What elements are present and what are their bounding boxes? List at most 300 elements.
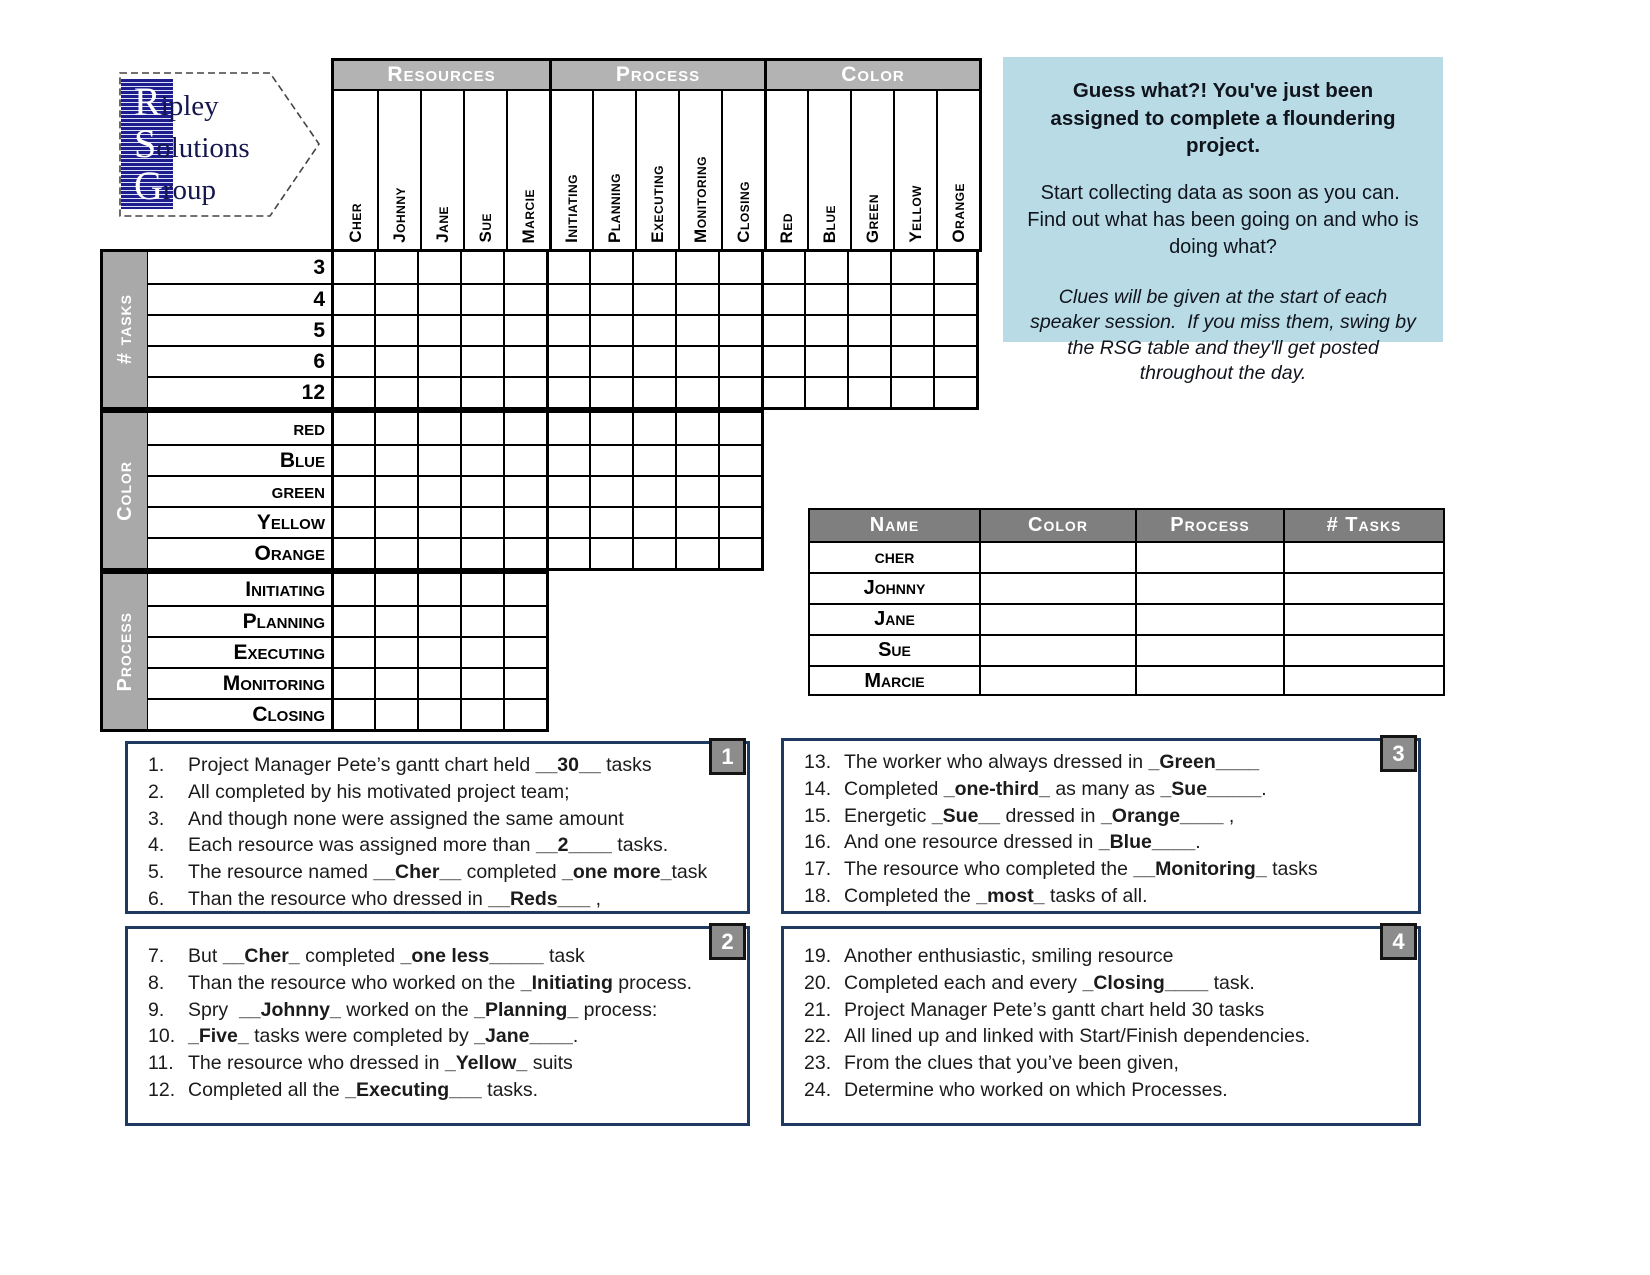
grid-cell-5-blue[interactable]: [804, 314, 847, 345]
grid-cell-closing-johnny[interactable]: [374, 698, 417, 729]
row-label-5: 5: [148, 314, 331, 345]
row-group-tasks: [100, 249, 979, 410]
answer-row-name-cher: cher: [810, 541, 979, 572]
grid-cell-5-orange[interactable]: [933, 314, 976, 345]
clue-text: Completed all the _Executing___ tasks.: [188, 1078, 539, 1101]
logo-line-group: [134, 163, 217, 210]
clue-number: 13.: [804, 751, 832, 773]
grid-cell-4-yellow[interactable]: [890, 283, 933, 314]
grid-cell-4-monitoring[interactable]: [675, 283, 718, 314]
column-header-label: Planning: [604, 172, 624, 243]
grid-cell-red-closing[interactable]: [718, 413, 761, 444]
grid-cell-executing-johnny[interactable]: [374, 636, 417, 667]
grid-cell-6-yellow[interactable]: [890, 345, 933, 376]
grid-cell-yellow-sue[interactable]: [460, 506, 503, 537]
grid-cell-green-marcie[interactable]: [503, 475, 546, 506]
grid-cell-initiating-marcie[interactable]: [503, 574, 546, 605]
grid-cell-4-sue[interactable]: [460, 283, 503, 314]
clue-1: [148, 752, 733, 779]
grid-cell-5-yellow[interactable]: [890, 314, 933, 345]
grid-cell-yellow-cher[interactable]: [331, 506, 374, 537]
clue-number: 7.: [148, 945, 165, 967]
grid-cell-blue-jane[interactable]: [417, 444, 460, 475]
answer-cell-marcie-process[interactable]: [1135, 665, 1283, 696]
row-group-band-label: # tasks: [113, 294, 136, 365]
grid-cell-4-planning[interactable]: [589, 283, 632, 314]
clue-box-1-badge: 1: [709, 738, 746, 775]
answer-cell-cher-tasks[interactable]: [1283, 541, 1443, 572]
answer-row-name-sue: Sue: [810, 634, 979, 665]
grid-cell-12-sue[interactable]: [460, 376, 503, 407]
column-header-label: Sue: [475, 213, 495, 243]
answer-cell-johnny-tasks[interactable]: [1283, 572, 1443, 603]
clue-text: But __Cher_ completed _one less_____ task: [188, 945, 585, 967]
column-header-blue: [807, 91, 850, 249]
grid-cell-orange-planning[interactable]: [589, 537, 632, 568]
grid-cell-closing-sue[interactable]: [460, 698, 503, 729]
grid-cell-5-jane[interactable]: [417, 314, 460, 345]
grid-cell-orange-johnny[interactable]: [374, 537, 417, 568]
row-label-6: 6: [148, 345, 331, 376]
grid-cell-executing-cher[interactable]: [331, 636, 374, 667]
answer-cell-jane-tasks[interactable]: [1283, 603, 1443, 634]
clue-number: 14.: [804, 777, 832, 800]
column-header-label: Jane: [432, 206, 452, 243]
grid-cell-6-sue[interactable]: [460, 345, 503, 376]
column-header-label: Marcie: [518, 188, 538, 243]
answer-cell-sue-process[interactable]: [1135, 634, 1283, 665]
grid-cell-executing-sue[interactable]: [460, 636, 503, 667]
info-heading: Guess what?! You've just been assigned to complete a floundering project.: [1050, 79, 1396, 158]
answer-header-color: Color: [979, 510, 1135, 541]
grid-cell-3-planning[interactable]: [589, 252, 632, 283]
row-group-color: [100, 410, 764, 571]
grid-cell-5-initiating[interactable]: [546, 314, 589, 345]
clue-20: [804, 970, 1404, 997]
clue-text: Completed the _most_ tasks of all.: [844, 884, 1148, 907]
row-group-band-tasks: [103, 252, 148, 407]
grid-cell-green-sue[interactable]: [460, 475, 503, 506]
answer-cell-cher-process[interactable]: [1135, 541, 1283, 572]
grid-cell-4-green[interactable]: [847, 283, 890, 314]
column-header-sue: [463, 91, 506, 249]
clue-number: 5.: [148, 861, 165, 884]
answer-header-name: Name: [810, 510, 979, 541]
grid-cell-12-executing[interactable]: [632, 376, 675, 407]
grid-cell-3-orange[interactable]: [933, 252, 976, 283]
row-group-band-color: [103, 413, 148, 568]
column-header-green: [850, 91, 893, 249]
grid-cell-red-jane[interactable]: [417, 413, 460, 444]
grid-cell-blue-executing[interactable]: [632, 444, 675, 475]
grid-cell-3-red[interactable]: [761, 252, 804, 283]
column-header-label: Executing: [647, 165, 667, 243]
grid-cell-blue-closing[interactable]: [718, 444, 761, 475]
clue-box-4: [781, 926, 1421, 1126]
clue-number: 12.: [148, 1078, 176, 1101]
logo-rest: olutions: [156, 132, 250, 164]
clue-text: Determine who worked on which Processes.: [844, 1078, 1228, 1101]
clue-text: _Five_ tasks were completed by _Jane____.: [188, 1025, 579, 1048]
column-header-label: Blue: [819, 204, 839, 243]
row-label-red: red: [293, 416, 325, 440]
grid-cell-5-marcie[interactable]: [503, 314, 546, 345]
grid-cell-orange-closing[interactable]: [718, 537, 761, 568]
answer-cell-sue-color[interactable]: [979, 634, 1135, 665]
logo-cap: G: [134, 163, 163, 208]
column-header-label: Johnny: [389, 187, 409, 243]
clue-13: [804, 749, 1404, 776]
clue-number: 23.: [804, 1052, 832, 1075]
row-label-initiating: Initiating: [245, 577, 325, 601]
answer-row-name-jane: Jane: [810, 603, 979, 634]
column-header-planning: [592, 91, 635, 249]
clue-text: Each resource was assigned more than __2____ tasks.: [188, 834, 669, 857]
clue-text: Completed each and every _Closing____ task.: [844, 971, 1255, 994]
grid-cell-5-johnny[interactable]: [374, 314, 417, 345]
grid-cell-3-sue[interactable]: [460, 252, 503, 283]
grid-cell-3-green[interactable]: [847, 252, 890, 283]
grid-cell-12-initiating[interactable]: [546, 376, 589, 407]
answer-row-name-johnny: Johnny: [810, 572, 979, 603]
clue-number: 19.: [804, 945, 832, 967]
grid-cell-monitoring-johnny[interactable]: [374, 667, 417, 698]
grid-cell-6-closing[interactable]: [718, 345, 761, 376]
grid-cell-4-johnny[interactable]: [374, 283, 417, 314]
clue-number: 20.: [804, 971, 832, 994]
clue-text: Spry __Johnny_ worked on the _Planning_ process:: [188, 998, 658, 1021]
grid-cell-green-jane[interactable]: [417, 475, 460, 506]
clue-7: [148, 943, 733, 970]
column-header-initiating: [549, 91, 592, 249]
answer-header-tasks: # Tasks: [1283, 510, 1443, 541]
grid-cell-5-planning[interactable]: [589, 314, 632, 345]
row-label-yellow: Yellow: [148, 506, 331, 537]
grid-cell-12-blue[interactable]: [804, 376, 847, 407]
grid-cell-executing-jane[interactable]: [417, 636, 460, 667]
clue-lines: [148, 752, 733, 913]
grid-cell-red-marcie[interactable]: [503, 413, 546, 444]
clue-number: 10.: [148, 1025, 176, 1048]
column-header-label: Cher: [345, 203, 365, 243]
row-group-band-process: [103, 574, 148, 729]
grid-cell-orange-monitoring[interactable]: [675, 537, 718, 568]
grid-cell-12-orange[interactable]: [933, 376, 976, 407]
grid-cell-5-green[interactable]: [847, 314, 890, 345]
clue-box-1: [125, 741, 750, 914]
clue-14: [804, 776, 1404, 803]
logo-cap: R: [134, 79, 161, 124]
grid-cell-4-marcie[interactable]: [503, 283, 546, 314]
grid-cell-executing-marcie[interactable]: [503, 636, 546, 667]
answer-row-name-marcie: Marcie: [810, 665, 979, 696]
group-header-resources: Resources: [334, 61, 549, 91]
clue-box-2: [125, 926, 750, 1126]
grid-cell-monitoring-sue[interactable]: [460, 667, 503, 698]
clue-box-3-badge: 3: [1380, 735, 1417, 772]
grid-cell-12-monitoring[interactable]: [675, 376, 718, 407]
clue-text: The resource who completed the __Monitoring_ tasks: [844, 858, 1318, 881]
column-header-jane: [420, 91, 463, 249]
grid-cell-closing-cher[interactable]: [331, 698, 374, 729]
grid-cell-6-red[interactable]: [761, 345, 804, 376]
grid-cell-blue-cher[interactable]: [331, 444, 374, 475]
answer-header-process: Process: [1135, 510, 1283, 541]
grid-cell-12-yellow[interactable]: [890, 376, 933, 407]
grid-cell-red-executing[interactable]: [632, 413, 675, 444]
clue-number: 8.: [148, 971, 165, 994]
grid-cell-12-green[interactable]: [847, 376, 890, 407]
clue-text: All completed by his motivated project team;: [188, 780, 570, 803]
grid-cell-yellow-executing[interactable]: [632, 506, 675, 537]
grid-cell-monitoring-cher[interactable]: [331, 667, 374, 698]
grid-cell-planning-cher[interactable]: [331, 605, 374, 636]
row-label-4: 4: [148, 283, 331, 314]
clue-text: The resource who dressed in _Yellow_ suits: [188, 1052, 573, 1075]
grid-cell-orange-marcie[interactable]: [503, 537, 546, 568]
grid-cell-6-johnny[interactable]: [374, 345, 417, 376]
logo-cap: S: [134, 121, 157, 166]
clue-number: 9.: [148, 998, 165, 1021]
grid-cell-12-planning[interactable]: [589, 376, 632, 407]
info-box: [1003, 57, 1443, 385]
grid-group-header-row: [334, 61, 979, 91]
grid-cell-green-executing[interactable]: [632, 475, 675, 506]
grid-cell-3-johnny[interactable]: [374, 252, 417, 283]
grid-cell-6-initiating[interactable]: [546, 345, 589, 376]
clue-24: [804, 1077, 1404, 1104]
grid-cell-3-cher[interactable]: [331, 252, 374, 283]
grid-cell-3-executing[interactable]: [632, 252, 675, 283]
grid-cell-planning-johnny[interactable]: [374, 605, 417, 636]
grid-cell-green-closing[interactable]: [718, 475, 761, 506]
clue-3: [148, 806, 733, 833]
answer-cell-marcie-tasks[interactable]: [1283, 665, 1443, 696]
row-label-green: green: [148, 475, 331, 506]
clue-text: Project Manager Pete’s gantt chart held 30 tasks: [844, 998, 1265, 1021]
grid-cell-initiating-cher[interactable]: [331, 574, 374, 605]
logo-rest: ipley: [160, 90, 219, 122]
grid-cell-yellow-johnny[interactable]: [374, 506, 417, 537]
grid-cell-6-cher[interactable]: [331, 345, 374, 376]
grid-cell-3-jane[interactable]: [417, 252, 460, 283]
grid-cell-blue-monitoring[interactable]: [675, 444, 718, 475]
row-label-planning: Planning: [148, 605, 331, 636]
grid-cell-closing-marcie[interactable]: [503, 698, 546, 729]
row-group-band-label: Process: [113, 611, 136, 692]
grid-cell-12-closing[interactable]: [718, 376, 761, 407]
grid-cell-4-orange[interactable]: [933, 283, 976, 314]
grid-cell-monitoring-marcie[interactable]: [503, 667, 546, 698]
grid-cell-5-monitoring[interactable]: [675, 314, 718, 345]
grid-cell-yellow-monitoring[interactable]: [675, 506, 718, 537]
grid-cell-blue-sue[interactable]: [460, 444, 503, 475]
grid-cell-6-planning[interactable]: [589, 345, 632, 376]
grid-cell-green-cher[interactable]: [331, 475, 374, 506]
row-label-3: 3: [313, 255, 325, 279]
clue-10: [148, 1023, 733, 1050]
grid-cell-green-johnny[interactable]: [374, 475, 417, 506]
grid-cell-4-blue[interactable]: [804, 283, 847, 314]
answer-cell-cher-color[interactable]: [979, 541, 1135, 572]
answer-cell-marcie-color[interactable]: [979, 665, 1135, 696]
column-header-closing: [721, 91, 764, 249]
grid-cell-12-jane[interactable]: [417, 376, 460, 407]
clue-box-4-badge: 4: [1380, 923, 1417, 960]
grid-cell-4-cher[interactable]: [331, 283, 374, 314]
clue-22: [804, 1023, 1404, 1050]
grid-cell-yellow-jane[interactable]: [417, 506, 460, 537]
grid-cell-green-initiating[interactable]: [546, 475, 589, 506]
ripley-solutions-group-logo: [118, 70, 322, 220]
clue-text: The resource named __Cher__ completed _one more_task: [188, 861, 708, 884]
grid-cell-12-cher[interactable]: [331, 376, 374, 407]
clue-number: 16.: [804, 831, 832, 854]
grid-cell-initiating-sue[interactable]: [460, 574, 503, 605]
group-header-process: Process: [549, 61, 764, 91]
clue-9: [148, 997, 733, 1024]
grid-cell-blue-marcie[interactable]: [503, 444, 546, 475]
grid-cell-orange-initiating[interactable]: [546, 537, 589, 568]
grid-cell-12-marcie[interactable]: [503, 376, 546, 407]
grid-cell-red-johnny[interactable]: [374, 413, 417, 444]
clue-number: 4.: [148, 834, 165, 857]
grid-cell-3-monitoring[interactable]: [675, 252, 718, 283]
answer-cell-sue-tasks[interactable]: [1283, 634, 1443, 665]
grid-cell-5-cher[interactable]: [331, 314, 374, 345]
grid-cell-red-monitoring[interactable]: [675, 413, 718, 444]
grid-cell-yellow-closing[interactable]: [718, 506, 761, 537]
clue-number: 6.: [148, 887, 165, 910]
column-header-label: Red: [777, 212, 796, 243]
grid-cell-orange-jane[interactable]: [417, 537, 460, 568]
clue-number: 3.: [148, 807, 165, 830]
logo-rest: roup: [162, 174, 217, 206]
clue-box-3: [781, 738, 1421, 914]
column-header-red: [764, 91, 807, 249]
column-header-cher: [334, 91, 377, 249]
row-label-executing: Executing: [148, 636, 331, 667]
grid-cell-5-red[interactable]: [761, 314, 804, 345]
clue-text: Project Manager Pete’s gantt chart held __30__ tasks: [188, 754, 652, 776]
grid-cell-6-marcie[interactable]: [503, 345, 546, 376]
grid-cell-6-executing[interactable]: [632, 345, 675, 376]
grid-cell-planning-sue[interactable]: [460, 605, 503, 636]
grid-cell-4-red[interactable]: [761, 283, 804, 314]
clue-number: 11.: [148, 1052, 174, 1075]
grid-cell-blue-planning[interactable]: [589, 444, 632, 475]
grid-cell-yellow-initiating[interactable]: [546, 506, 589, 537]
clue-number: 17.: [804, 858, 832, 881]
grid-cell-4-executing[interactable]: [632, 283, 675, 314]
clue-number: 15.: [804, 804, 832, 827]
clue-lines: [148, 943, 733, 1104]
clue-text: From the clues that you’ve been given,: [844, 1052, 1179, 1075]
grid-cell-5-closing[interactable]: [718, 314, 761, 345]
grid-cell-orange-sue[interactable]: [460, 537, 503, 568]
grid-cell-green-planning[interactable]: [589, 475, 632, 506]
grid-cell-monitoring-jane[interactable]: [417, 667, 460, 698]
clue-text: Completed _one-third_ as many as _Sue_____.: [844, 777, 1267, 800]
clue-text: And one resource dressed in _Blue____.: [844, 831, 1201, 854]
column-header-label: Orange: [948, 183, 968, 243]
grid-cell-4-jane[interactable]: [417, 283, 460, 314]
clue-number: 18.: [804, 884, 832, 907]
grid-cell-4-closing[interactable]: [718, 283, 761, 314]
clue-5: [148, 859, 733, 886]
clue-number: 24.: [804, 1078, 832, 1101]
answer-cell-jane-process[interactable]: [1135, 603, 1283, 634]
clue-15: [804, 803, 1404, 830]
grid-cell-3-closing[interactable]: [718, 252, 761, 283]
grid-cell-red-cher[interactable]: [331, 413, 374, 444]
clue-text: Another enthusiastic, smiling resource: [844, 945, 1174, 967]
grid-cell-4-initiating[interactable]: [546, 283, 589, 314]
grid-cell-planning-jane[interactable]: [417, 605, 460, 636]
grid-cell-5-executing[interactable]: [632, 314, 675, 345]
grid-cell-initiating-jane[interactable]: [417, 574, 460, 605]
grid-cell-planning-marcie[interactable]: [503, 605, 546, 636]
row-label-blue: Blue: [148, 444, 331, 475]
clue-text: Than the resource who worked on the _Initiating process.: [188, 971, 692, 994]
clue-18: [804, 883, 1404, 910]
logo-line-solutions: [134, 121, 250, 168]
grid-cell-6-monitoring[interactable]: [675, 345, 718, 376]
clue-16: [804, 829, 1404, 856]
grid-cell-red-initiating[interactable]: [546, 413, 589, 444]
grid-cell-6-orange[interactable]: [933, 345, 976, 376]
grid-cell-orange-cher[interactable]: [331, 537, 374, 568]
answer-cell-jane-color[interactable]: [979, 603, 1135, 634]
clue-19: [804, 943, 1404, 970]
column-header-label: Closing: [733, 181, 753, 243]
grid-cell-red-sue[interactable]: [460, 413, 503, 444]
answer-cell-johnny-color[interactable]: [979, 572, 1135, 603]
grid-cell-3-initiating[interactable]: [546, 252, 589, 283]
grid-cell-12-red[interactable]: [761, 376, 804, 407]
clue-4: [148, 832, 733, 859]
grid-column-names-row: [334, 91, 979, 249]
grid-cell-yellow-marcie[interactable]: [503, 506, 546, 537]
grid-cell-blue-johnny[interactable]: [374, 444, 417, 475]
grid-cell-6-green[interactable]: [847, 345, 890, 376]
grid-cell-3-marcie[interactable]: [503, 252, 546, 283]
grid-cell-3-blue[interactable]: [804, 252, 847, 283]
grid-cell-5-sue[interactable]: [460, 314, 503, 345]
grid-cell-blue-initiating[interactable]: [546, 444, 589, 475]
clue-text: All lined up and linked with Start/Finish dependencies.: [844, 1025, 1311, 1048]
column-header-marcie: [506, 91, 549, 249]
grid-cell-12-johnny[interactable]: [374, 376, 417, 407]
grid-cell-initiating-johnny[interactable]: [374, 574, 417, 605]
clue-17: [804, 856, 1404, 883]
clue-text: Energetic _Sue__ dressed in _Orange____ ,: [844, 804, 1235, 827]
grid-column-header: [331, 58, 982, 252]
grid-cell-6-blue[interactable]: [804, 345, 847, 376]
grid-cell-red-planning[interactable]: [589, 413, 632, 444]
logo-line-ripley: [134, 79, 219, 126]
grid-cell-orange-executing[interactable]: [632, 537, 675, 568]
grid-cell-green-monitoring[interactable]: [675, 475, 718, 506]
grid-cell-yellow-planning[interactable]: [589, 506, 632, 537]
clue-lines: [804, 943, 1404, 1104]
row-group-process: [100, 571, 549, 732]
clue-text: Than the resource who dressed in __Reds___ ,: [188, 887, 602, 910]
grid-cell-6-jane[interactable]: [417, 345, 460, 376]
grid-cell-3-yellow[interactable]: [890, 252, 933, 283]
answer-cell-johnny-process[interactable]: [1135, 572, 1283, 603]
grid-cell-closing-jane[interactable]: [417, 698, 460, 729]
